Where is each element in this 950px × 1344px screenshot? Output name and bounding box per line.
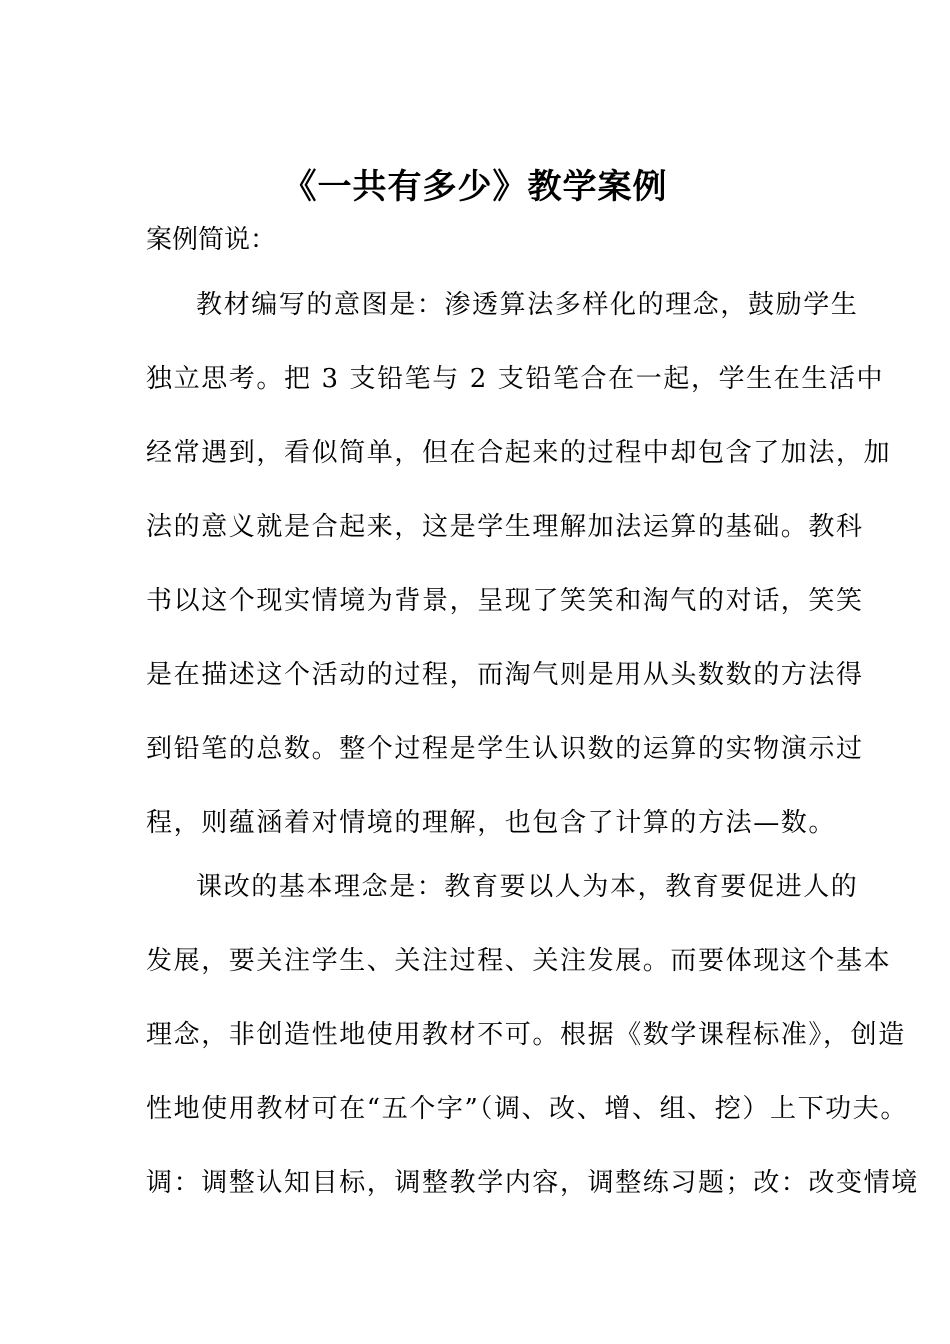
paragraph-line: 书以这个现实情境为背景，呈现了笑笑和淘气的对话，笑笑 bbox=[146, 586, 864, 616]
paragraph-line: 发展，要关注学生、关注过程、关注发展。而要体现这个基本 bbox=[146, 946, 892, 976]
section-heading: 案例简说： bbox=[146, 225, 277, 255]
paragraph-line: 到铅笔的总数。整个过程是学生认识数的运算的实物演示过 bbox=[146, 734, 864, 764]
paragraph-line: 理念，非创造性地使用教材不可。根据《数学课程标准》，创造 bbox=[146, 1020, 906, 1050]
paragraph-line: 调：调整认知目标，调整教学内容，调整练习题；改：改变情境 bbox=[146, 1168, 919, 1198]
paragraph-line: 程，则蕴涵着对情境的理解，也包含了计算的方法—数。 bbox=[146, 808, 837, 838]
paragraph-line: 独立思考。把 3 支铅笔与 2 支铅笔合在一起，学生在生活中 bbox=[146, 364, 885, 394]
paragraph-line: 性地使用教材可在“五个字”（调、改、增、组、挖）上下功夫。 bbox=[146, 1094, 908, 1124]
paragraph-line: 课改的基本理念是：教育要以人为本，教育要促进人的 bbox=[196, 872, 859, 902]
paragraph-line: 教材编写的意图是：渗透算法多样化的理念，鼓励学生 bbox=[196, 290, 859, 320]
paragraph-line: 法的意义就是合起来，这是学生理解加法运算的基础。教科 bbox=[146, 512, 864, 542]
paragraph-line: 是在描述这个活动的过程，而淘气则是用从头数数的方法得 bbox=[146, 660, 864, 690]
document-title: 《一共有多少》教学案例 bbox=[282, 167, 668, 207]
paragraph-line: 经常遇到，看似简单，但在合起来的过程中却包含了加法，加 bbox=[146, 438, 892, 468]
